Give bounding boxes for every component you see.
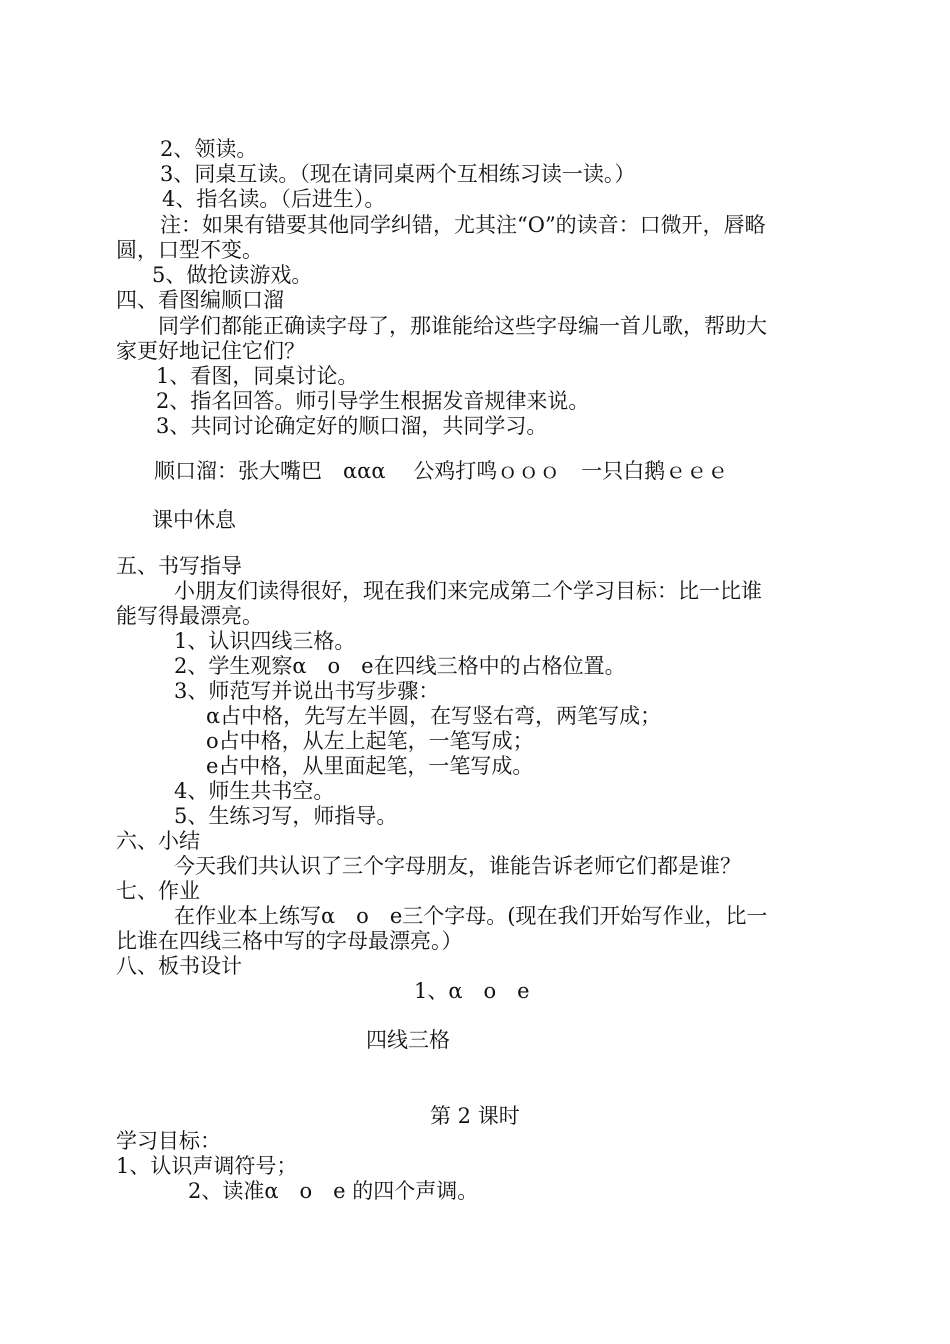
text-line: 3、共同讨论确定好的顺口溜，共同学习。 bbox=[156, 414, 548, 438]
text-line: o占中格，从左上起笔，一笔写成； bbox=[206, 729, 534, 753]
text-line: e占中格，从里面起笔，一笔写成。 bbox=[206, 754, 534, 778]
lesson-title: 第 2 课时 bbox=[430, 1104, 520, 1128]
text-line: 课中休息 bbox=[152, 508, 236, 532]
text-line: 3、师范写并说出书写步骤： bbox=[174, 679, 440, 703]
section-heading: 六、小结 bbox=[116, 829, 200, 853]
text-line: 能写得最漂亮。 bbox=[116, 604, 263, 628]
text-line: 注：如果有错要其他同学纠错，尤其注“O”的读音：口微开，唇略 bbox=[160, 213, 766, 237]
text-line: 5、生练习写，师指导。 bbox=[174, 804, 398, 828]
text-line: 比谁在四线三格中写的字母最漂亮。） bbox=[116, 929, 463, 953]
rhyme-line: 顺口溜：张大嘴巴 ααα 公鸡打鸣ｏｏｏ 一只白鹅ｅｅｅ bbox=[154, 459, 729, 483]
text-line: 2、指名回答。师引导学生根据发音规律来说。 bbox=[156, 389, 590, 413]
text-line: 1、认识声调符号； bbox=[116, 1154, 298, 1178]
text-line: 5、做抢读游戏。 bbox=[152, 263, 313, 287]
board-design-line: 1、α o e bbox=[414, 979, 530, 1003]
text-line: 2、领读。 bbox=[160, 137, 258, 161]
text-line: 学习目标： bbox=[116, 1129, 221, 1153]
board-design-line: 四线三格 bbox=[366, 1028, 450, 1052]
text-line: 4、师生共书空。 bbox=[174, 779, 335, 803]
text-line: 今天我们共认识了三个字母朋友，谁能告诉老师它们都是谁？ bbox=[174, 854, 741, 878]
section-heading: 七、作业 bbox=[116, 879, 200, 903]
section-heading: 四、看图编顺口溜 bbox=[116, 288, 284, 312]
text-line: 1、看图，同桌讨论。 bbox=[156, 364, 359, 388]
text-line: 2、学生观察α o e在四线三格中的占格位置。 bbox=[174, 654, 626, 678]
text-line: 小朋友们读得很好，现在我们来完成第二个学习目标：比一比谁 bbox=[174, 579, 762, 603]
text-line: 同学们都能正确读字母了，那谁能给这些字母编一首儿歌，帮助大 bbox=[158, 314, 767, 338]
text-line: 在作业本上练写α o e三个字母。(现在我们开始写作业，比一 bbox=[174, 904, 768, 928]
text-line: 圆，口型不变。 bbox=[116, 238, 263, 262]
text-line: 4、指名读。（后进生）。 bbox=[162, 187, 386, 211]
text-line: 1、认识四线三格。 bbox=[174, 629, 356, 653]
text-line: α占中格，先写左半圆，在写竖右弯，两笔写成； bbox=[206, 704, 662, 728]
text-line: 2、读准α o e 的四个声调。 bbox=[188, 1179, 479, 1203]
section-heading: 八、板书设计 bbox=[116, 954, 242, 978]
section-heading: 五、书写指导 bbox=[116, 554, 242, 578]
text-line: 3、同桌互读。（现在请同桌两个互相练习读一读。） bbox=[160, 162, 636, 186]
text-line: 家更好地记住它们？ bbox=[116, 339, 305, 363]
